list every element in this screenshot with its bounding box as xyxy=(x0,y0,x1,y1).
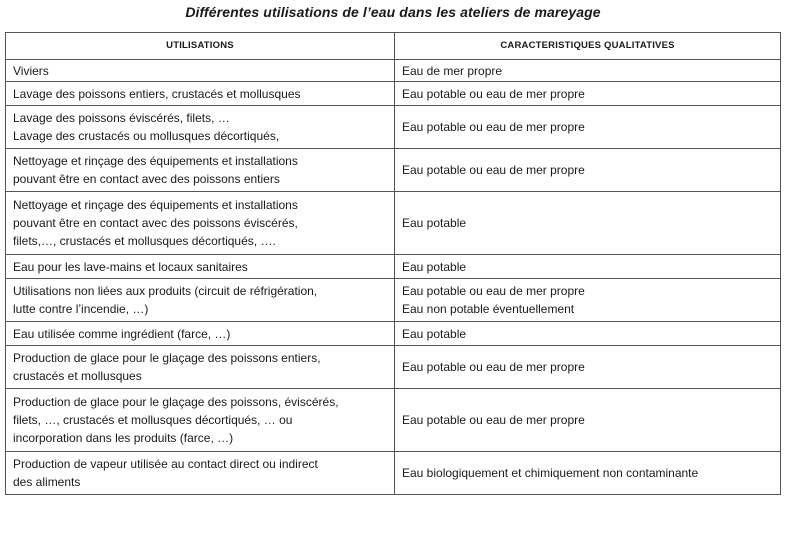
usage-text: filets,…, crustacés et mollusques décortiqués, …. xyxy=(13,234,276,248)
usage-cell xyxy=(6,149,395,192)
quality-cell xyxy=(395,346,781,389)
quality-text: Eau biologiquement et chimiquement non contaminante xyxy=(402,466,699,480)
table-row xyxy=(6,279,781,322)
usage-text: incorporation dans les produits (farce, …) xyxy=(13,431,234,445)
table-row xyxy=(6,60,781,82)
quality-cell xyxy=(395,106,781,149)
usage-text: Lavage des poissons entiers, crustacés et mollusques xyxy=(13,86,301,101)
usage-text: Production de glace pour le glaçage des poissons entiers, xyxy=(13,351,321,365)
page-title: Différentes utilisations de l’eau dans les ateliers de mareyage xyxy=(185,4,601,20)
usage-text: Eau utilisée comme ingrédient (farce, …) xyxy=(13,326,231,341)
usage-cell xyxy=(6,452,395,495)
quality-cell xyxy=(395,255,781,279)
usage-text: Nettoyage et rinçage des équipements et installations xyxy=(13,154,298,168)
usage-text: Nettoyage et rinçage des équipements et installations xyxy=(13,198,298,212)
quality-cell xyxy=(395,452,781,495)
quality-text: Eau potable ou eau de mer propre xyxy=(402,284,585,298)
table-row xyxy=(6,82,781,106)
header-utilisations: UTILISATIONS xyxy=(6,33,395,60)
table-row xyxy=(6,452,781,495)
usage-cell xyxy=(6,60,395,82)
usage-text: lutte contre l’incendie, …) xyxy=(13,302,149,316)
usage-cell xyxy=(6,255,395,279)
table-row xyxy=(6,192,781,255)
quality-text: Eau potable xyxy=(402,216,467,230)
quality-text: Eau potable ou eau de mer propre xyxy=(402,163,585,177)
usage-cell xyxy=(6,346,395,389)
usage-text: pouvant être en contact avec des poissons entiers xyxy=(13,172,280,186)
quality-cell xyxy=(395,149,781,192)
water-uses-table xyxy=(5,32,781,495)
quality-text: Eau non potable éventuellement xyxy=(402,302,575,316)
table-header-row xyxy=(6,33,781,60)
quality-cell xyxy=(395,279,781,322)
quality-text: Eau potable xyxy=(402,259,467,274)
usage-cell xyxy=(6,322,395,346)
table-row xyxy=(6,322,781,346)
usage-text: filets, …, crustacés et mollusques décortiqués, … ou xyxy=(13,413,293,427)
usage-text: pouvant être en contact avec des poissons éviscérés, xyxy=(13,216,298,230)
quality-text: Eau potable ou eau de mer propre xyxy=(402,120,585,134)
usage-text: Lavage des poissons éviscérés, filets, … xyxy=(13,111,230,125)
quality-text: Eau potable ou eau de mer propre xyxy=(402,413,585,427)
usage-cell xyxy=(6,279,395,322)
table-row xyxy=(6,149,781,192)
usage-text: Production de glace pour le glaçage des poissons, éviscérés, xyxy=(13,395,339,409)
usage-text: Lavage des crustacés ou mollusques décortiqués, xyxy=(13,129,280,143)
table-row xyxy=(6,346,781,389)
usage-text: Utilisations non liées aux produits (circuit de réfrigération, xyxy=(13,284,318,298)
header-caracteristiques: CARACTERISTIQUES QUALITATIVES xyxy=(395,33,781,60)
usage-cell xyxy=(6,389,395,452)
usage-text: crustacés et mollusques xyxy=(13,369,142,383)
quality-cell xyxy=(395,60,781,82)
usage-text: Viviers xyxy=(13,63,49,78)
usage-cell xyxy=(6,192,395,255)
usage-cell xyxy=(6,106,395,149)
usage-text: Eau pour les lave-mains et locaux sanitaires xyxy=(13,259,248,274)
table-row xyxy=(6,255,781,279)
quality-cell xyxy=(395,82,781,106)
quality-text: Eau de mer propre xyxy=(402,63,503,78)
quality-text: Eau potable xyxy=(402,326,467,341)
quality-text: Eau potable ou eau de mer propre xyxy=(402,360,585,374)
quality-cell xyxy=(395,389,781,452)
quality-cell xyxy=(395,322,781,346)
table-body xyxy=(6,60,781,495)
table-row xyxy=(6,106,781,149)
quality-cell xyxy=(395,192,781,255)
quality-text: Eau potable ou eau de mer propre xyxy=(402,86,585,101)
table-row xyxy=(6,389,781,452)
usage-cell xyxy=(6,82,395,106)
usage-text: des aliments xyxy=(13,475,81,489)
usage-text: Production de vapeur utilisée au contact direct ou indirect xyxy=(13,457,318,471)
